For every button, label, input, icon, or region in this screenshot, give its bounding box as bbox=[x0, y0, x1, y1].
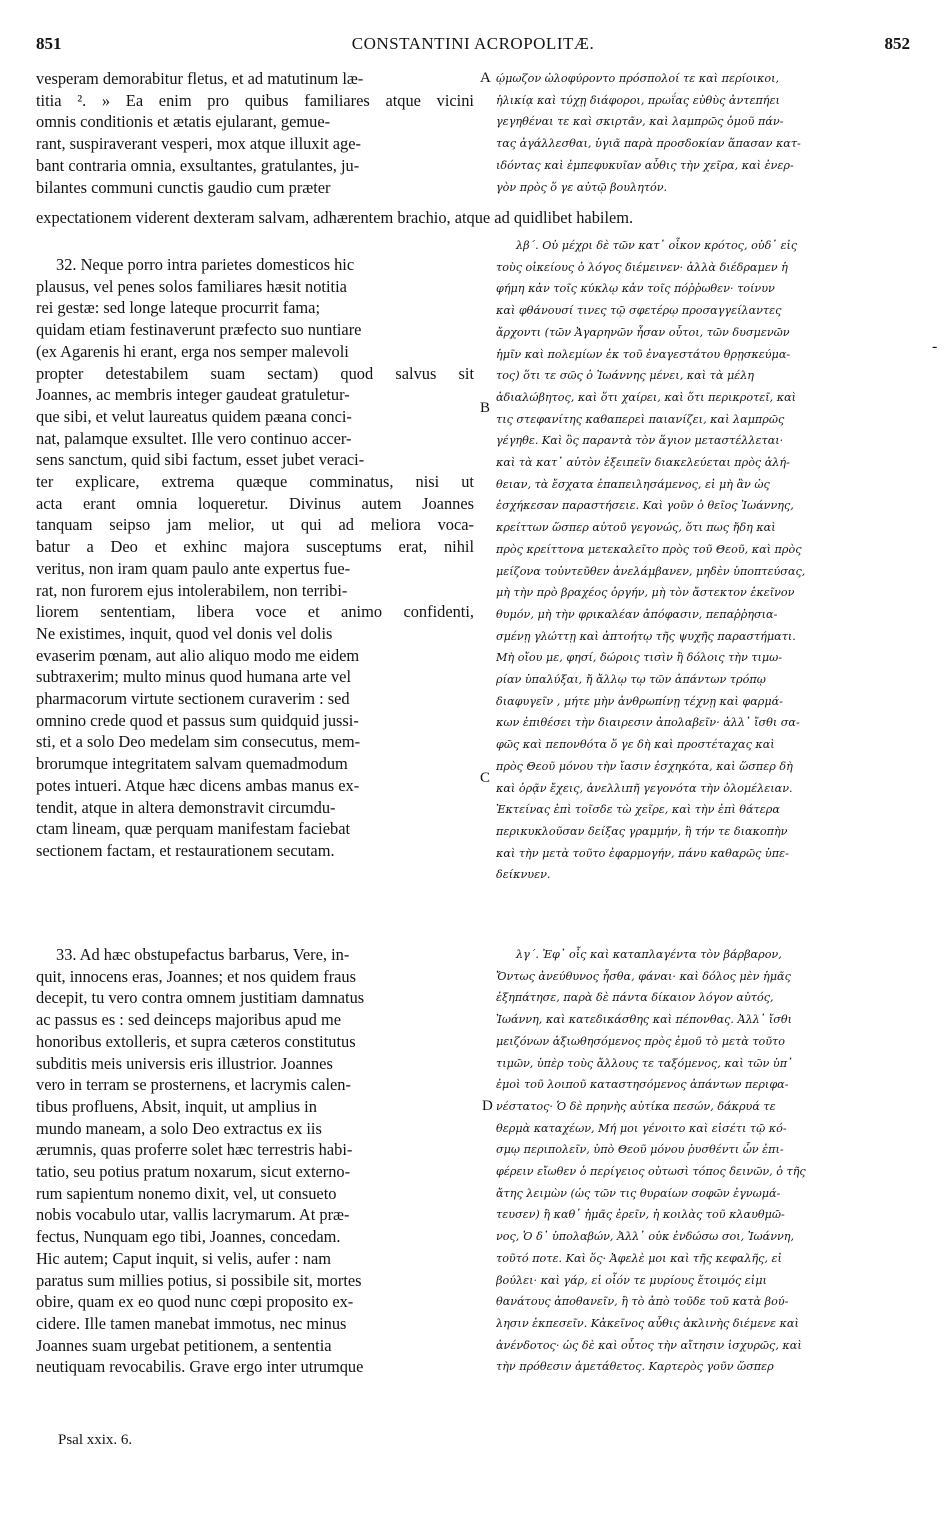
text-line: ἄρχοντι (τῶν Ἀγαρηνῶν ἦσαν οὗτοι, τῶν δυσμενῶν bbox=[496, 325, 790, 339]
text-line: τὴν πρόθεσιν ἀμετάθετος. Καρτερὸς γοῦν ὥσπερ bbox=[496, 1360, 774, 1374]
footnote: Psal xxix. 6. bbox=[58, 1432, 133, 1448]
text-line: κρείττων ὥσπερ αὐτοῦ γεγονώς, ὅτι πως ἤδη καὶ bbox=[496, 521, 776, 535]
text-line: tanquam seipso jam melior, ut qui ad meliora voca- bbox=[36, 515, 474, 535]
text-line: propter detestabilem suam sectam) quod salvus sit bbox=[36, 363, 474, 383]
running-header bbox=[36, 34, 910, 58]
text-line: βούλει· καὶ γάρ, εἰ οἷόν τε μυρίους ἕτοιμός εἰμι bbox=[496, 1273, 767, 1287]
text-line: subditis meis universis eris illustrior. Joannes bbox=[36, 1053, 333, 1073]
text-line: bilantes communi cunctis gaudio cum præter bbox=[36, 177, 331, 197]
text-line: ἄτης λειμὼν (ὡς τῶν τις θυραίων σοφῶν ἐγνωμά- bbox=[496, 1186, 781, 1200]
text-line: decepit, tu vero contra omnem justitiam damnatus bbox=[36, 988, 365, 1008]
text-line: tibus profluens, Absit, inquit, ut amplius in bbox=[36, 1096, 317, 1116]
text-line: paratus sum millies potius, si possibile sit, mortes bbox=[36, 1270, 362, 1290]
text-line: θερμὰ καταχέων, Μή μοι γένοιτο καὶ εἰσέτι τῷ κό- bbox=[496, 1121, 787, 1135]
text-line: Μὴ οἴου με, φησί, δώροις τισὶν ἢ δόλοις τὴν τιμω- bbox=[496, 651, 783, 665]
text-line: 32. Neque porro intra parietes domesticos hic bbox=[56, 255, 355, 274]
text-line: rat, non furorem ejus intolerabilem, non terribi- bbox=[36, 580, 348, 600]
text-line: acta erant omnia loqueretur. Divinus autem Joannes bbox=[36, 493, 474, 513]
margin-dash-mark: ‑ bbox=[932, 338, 938, 355]
full-width-line: expectationem viderent dexteram salvam, adhærentem brachio, atque ad quidlibet habilem. bbox=[36, 208, 634, 227]
text-line: τος) ὅτι τε σῶς ὁ Ἰωάννης μένει, καὶ τὰ μέλη bbox=[496, 369, 755, 383]
text-line: cidere. Ille tamen manebat immotus, nec minus bbox=[36, 1313, 347, 1333]
text-line: quidam etiam festinaverunt præfecto suo nuntiare bbox=[36, 320, 362, 340]
text-line: rant, suspiraverant vesperi, mox atque illuxit age- bbox=[36, 134, 361, 154]
text-line: que sibi, et velut laureatus quidem pæana conci- bbox=[36, 406, 352, 426]
text-line: subtraxerim; multo minus quod humana arte vel bbox=[36, 667, 351, 687]
text-line: titia ². » Ea enim pro quibus familiares atque vicini bbox=[36, 90, 474, 110]
text-line: vesperam demorabitur fletus, et ad matutinum læ- bbox=[36, 69, 364, 88]
text-line: nobis vocabulo utar, vallis lacrymarum. At præ- bbox=[36, 1205, 350, 1225]
text-line: ρίαν ὑπαλύξαι, ἤ ἄλλῳ τῳ τῶν ἁπάντων τρόπῳ bbox=[496, 673, 766, 687]
text-line: θυμόν, μὴ τὴν φρικαλέαν ἀπόφασιν, πεπαῤῥησια- bbox=[496, 607, 778, 621]
text-line: τευσεν) ἢ καθ᾽ ἡμᾶς ἐρεῖν, ἡ κοιλὰς τοῦ κλαυθμῶ- bbox=[496, 1208, 785, 1222]
text-line: omnis conditionis et ætatis ejularant, gemue- bbox=[36, 112, 331, 132]
margin-letter-a: A bbox=[480, 70, 491, 86]
text-line: γέγηθε. Καὶ ὃς παραντὰ τὸν ἅγιον μεταστέλλεται· bbox=[496, 434, 784, 448]
text-line: Ἐκτείνας ἐπὶ τοῖσδε τὼ χεῖρε, καὶ τὴν ἐπὶ θάτερα bbox=[496, 803, 780, 817]
text-line: omnino crede quod et passus sum quidquid jussi- bbox=[36, 710, 359, 730]
text-line: νέστατος· Ὁ δὲ πρηνὴς αὐτίκα πεσών, δάκρυά τε bbox=[496, 1099, 776, 1113]
text-line: ῴμωζον ὠλοφύροντο πρόσπολοί τε καὶ περίοικοι, bbox=[496, 72, 780, 85]
text-line: obire, quam ex eo quod nunc cœpi proposito ex- bbox=[36, 1292, 354, 1312]
text-line: φῶς καὶ πεπονθότα ὅ γε δὴ καὶ προστέταχας καὶ bbox=[496, 738, 775, 752]
greek-paragraph-32 bbox=[496, 235, 912, 886]
text-line: ἀνένδοτος· ὡς δὲ καὶ οὗτος τὴν αἴτησιν ἰσχυρῶς, καὶ bbox=[496, 1338, 802, 1352]
text-line: ἐξηπάτησε, παρὰ δὲ πάντα δίκαιον λόγον αὐτός, bbox=[496, 991, 774, 1005]
text-line: θανάτους ἀποθανεῖν, ἢ τὸ ἀπὸ τοῦδε τοῦ κατὰ βού- bbox=[496, 1295, 789, 1309]
text-line: rei gestæ: sed longe lateque procurrit fama; bbox=[36, 298, 321, 318]
text-line: λβ΄. Οὐ μέχρι δὲ τῶν κατ᾽ οἶκον κρότος, οὐδ᾽ εἰς bbox=[516, 239, 798, 252]
text-line: τας ἀγάλλεσθαι, ὑγιᾶ παρὰ προσδοκίαν ἅπασαν κατ- bbox=[496, 137, 801, 151]
text-line: (ex Agarenis hi erant, erga nos semper malevoli bbox=[36, 341, 349, 361]
text-line: δείκνυεν. bbox=[496, 868, 551, 882]
text-line: Ne existimes, inquit, quod vel donis vel dolis bbox=[36, 623, 333, 643]
text-line: Joannes, ac membris integer gaudeat gratuletur- bbox=[36, 385, 350, 405]
text-line: plausus, vel penes solos familiares hæsit notitia bbox=[36, 276, 347, 296]
text-line: τιμῶν, ὑπὲρ τοὺς ἄλλους τε ταξόμενος, καὶ τῶν ὑπ᾽ bbox=[496, 1056, 793, 1070]
text-line: μειζόνων ἀξιωθησόμενος πρὸς ἐμοῦ τὸ μετὰ τοῦτο bbox=[496, 1034, 785, 1048]
text-line: ἀδιαλώβητος, καὶ ὅτι χαίρει, καὶ ὅτι περικροτεῖ, καὶ bbox=[496, 390, 797, 404]
text-line: Hic autem; Caput inquit, si velis, aufer : nam bbox=[36, 1248, 331, 1268]
page-number-left: 851 bbox=[36, 34, 62, 53]
text-line: ἡμῖν καὶ πολεμίων ἐκ τοῦ ἐναγεστάτου θρῃσκεύμα- bbox=[496, 347, 791, 361]
text-line: γεγηθέναι τε καὶ σκιρτᾶν, καὶ λαμπρῶς ὁμοῦ πάν- bbox=[496, 115, 784, 129]
text-line: ac passus es : sed deinceps majoribus apud me bbox=[36, 1010, 341, 1030]
text-line: λγ΄. Ἐφ᾽ οἷς καὶ καταπλαγέντα τὸν βάρβαρον, bbox=[516, 948, 782, 961]
greek-column-top bbox=[496, 68, 912, 198]
text-line: θειαν, τὰ ἔσχατα ἐπαπειλησάμενος, εἰ μὴ ἂν ὡς bbox=[496, 477, 770, 491]
text-line: φέρειν εἴωθεν ὁ περίγειος οὑτωσὶ τόπος δεινῶν, ὁ τῆς bbox=[496, 1165, 806, 1179]
text-line: καὶ τὰ κατ᾽ αὐτὸν ἐξειπεῖν διακελεύεται πρὸς ἀλή- bbox=[496, 456, 790, 470]
text-line: κων ἐπιθέσει τὴν διαιρεσιν ἀπολαβεῖν· ἀλλ᾽ ἴσθι σα- bbox=[496, 716, 800, 730]
text-line: μὴ τὴν πρὸ βραχέος ὀργήν, μὴ τὸν ἄστεκτον ἐκεῖνον bbox=[496, 586, 795, 600]
text-line: ærumnis, quas proferre solet hæc terrestris habi- bbox=[36, 1140, 353, 1160]
margin-letter-d: D bbox=[482, 1098, 493, 1114]
text-line: bant contraria omnia, exsultantes, gratulantes, ju- bbox=[36, 155, 360, 175]
text-line: πρὸς Θεοῦ μόνου τὴν ἴασιν ἐσχηκότα, καὶ ὥσπερ δὴ bbox=[496, 759, 793, 773]
text-line: φήμη κἀν τοῖς κύκλῳ κἀν τοῖς πόῤῥωθεν· τοίνυν bbox=[496, 282, 775, 296]
text-line: καὶ ὁρᾷν ἔχεις, ἀνελλιπῆ γεγονότα τὴν ὁλομέλειαν. bbox=[496, 781, 793, 795]
text-line: brorumque integritatem salvam quemadmodum bbox=[36, 754, 348, 774]
text-line: ctam lineam, quæ perquam manifestam faciebat bbox=[36, 819, 351, 839]
text-line: pharmacorum virtute sectionem curaverim : sed bbox=[36, 689, 350, 709]
text-line: τις στεφανίτης καθαπερεὶ παιανίζει, καὶ λαμπρῶς bbox=[496, 412, 785, 426]
text-line: τοῦτό ποτε. Καὶ ὅς· Ἀφελὲ μοι καὶ τῆς κεφαλῆς, εἰ bbox=[496, 1251, 782, 1265]
text-line: sti, et a solo Deo medelam sim consecutus, mem- bbox=[36, 732, 361, 752]
text-line: ιδόντας καὶ ἐμπεφυκυῖαν αὖθις τὴν χεῖρα, καὶ ἐνερ- bbox=[496, 158, 794, 172]
text-line: tatio, seu potius pratum noxarum, sicut externo- bbox=[36, 1162, 351, 1182]
text-line: mundo maneam, a solo Deo extractus ex iis bbox=[36, 1118, 322, 1138]
text-line: καὶ τὴν μετὰ τοῦτο ἐφαρμογήν, πάνυ καθαρῶς ὑπε- bbox=[496, 846, 789, 860]
text-line: evaserim pœnam, aut alio aliquo modo me eidem bbox=[36, 645, 360, 665]
text-line: τοὺς οἰκείους ὁ λόγος διέμεινεν· ἀλλὰ διέδραμεν ἡ bbox=[496, 260, 788, 274]
margin-letter-c: C bbox=[480, 770, 491, 786]
text-line: neutiquam revocabilis. Grave ergo inter utrumque bbox=[36, 1357, 364, 1377]
text-line: Ἰωάννη, καὶ κατεδικάσθης καὶ πέπονθας. Ἀλλ᾽ ἴσθι bbox=[496, 1013, 793, 1027]
latin-column-top bbox=[36, 68, 474, 198]
text-line: γὸν πρὸς ὅ γε αὐτῷ βουλητόν. bbox=[496, 180, 668, 194]
latin-paragraph-32 bbox=[36, 254, 474, 862]
text-line: διαφυγεῖν , μήτε μὴν ἀνθρωπίνῃ τέχνῃ καὶ φαρμά- bbox=[496, 694, 783, 708]
text-line: λησιν ἐκπεσεῖν. Κἀκεῖνος αὖθις ἀκλινὴς διέμενε καὶ bbox=[496, 1316, 799, 1330]
text-line: νος, Ὁ δ᾽ ὑπολαβών, Ἀλλ᾽ οὐκ ἐνδώσω σοι, Ἰωάννη, bbox=[496, 1230, 795, 1244]
text-line: rum sapientum nonemo dixit, vel, ut consueto bbox=[36, 1183, 337, 1203]
text-line: ἡλικίᾳ καὶ τύχῃ διάφοροι, πρωΐας εὐθὺς ἀντεπήει bbox=[496, 93, 780, 107]
text-line: quit, innocens eras, Joannes; et nos quidem fraus bbox=[36, 966, 357, 986]
text-line: honoribus extolleris, et supra cæteros constitutus bbox=[36, 1031, 356, 1051]
text-line: ter explicare, extrema quæque comminatus, nisi ut bbox=[36, 472, 474, 492]
text-line: fectus, Nunquam ego tibi, Joannes, concedam. bbox=[36, 1227, 341, 1247]
greek-paragraph-33 bbox=[496, 944, 912, 1378]
text-line: ἐσχήκεσαν παραστήσειε. Καὶ γοῦν ὁ θεῖος Ἰωάννης, bbox=[496, 499, 794, 513]
text-line: sectionem factam, et restaurationem secutam. bbox=[36, 840, 335, 860]
text-line: καὶ φθάνουσί τινες τῷ σφετέρῳ προσαγγείλαντες bbox=[496, 304, 782, 318]
text-line: vero in terram se prosternens, et lacrymis calen- bbox=[36, 1075, 351, 1095]
text-line: tendit, atque in altera demonstravit circumdu- bbox=[36, 797, 336, 817]
text-line: sens sanctum, quid sibi factum, esset jubet veraci- bbox=[36, 450, 365, 470]
text-line: liorem sententiam, libera voce et animo confidenti, bbox=[36, 602, 474, 622]
text-line: περικυκλοῦσαν δείξας γραμμήν, ἣ τήν τε διακοπὴν bbox=[496, 824, 788, 838]
text-line: ἐμοὶ τοῦ λοιποῦ καταστησόμενος ἁπάντων περιφα- bbox=[496, 1078, 789, 1092]
text-line: nat, palamque exsultet. Ille vero continuo accer- bbox=[36, 428, 352, 448]
text-line: πρὸς κρείττονα μετεκαλεῖτο πρὸς τοῦ Θεοῦ, καὶ πρὸς bbox=[496, 542, 802, 556]
text-line: batur a Deo et exhinc majora susceptums erat, nihil bbox=[36, 537, 474, 557]
latin-paragraph-33 bbox=[36, 944, 474, 1378]
text-line: potes intueri. Atque hæc dicens ambas manus ex- bbox=[36, 775, 360, 795]
text-line: σμένῃ γλώττῃ καὶ ἀπτοήτῳ τῆς ψυχῆς παραστήματι. bbox=[496, 629, 796, 643]
text-line: Ὄντως ἀνεύθυνος ἦσθα, φάναι· καὶ δόλος μὲν ἡμᾶς bbox=[496, 969, 791, 983]
text-line: 33. Ad hæc obstupefactus barbarus, Vere, in- bbox=[56, 945, 350, 964]
margin-letter-b: B bbox=[480, 400, 491, 416]
text-line: Joannes suam urgebat petitionem, a sententia bbox=[36, 1335, 332, 1355]
text-line: σμῳ περιπολεῖν, ὑπὸ Θεοῦ μόνου ῥυσθέντι ὧν ἐπι- bbox=[496, 1143, 784, 1157]
text-line: veritus, non iram quam paulo ante expertus fue- bbox=[36, 558, 351, 578]
page-number-right: 852 bbox=[884, 34, 910, 53]
running-title: CONSTANTINI ACROPOLITÆ. bbox=[351, 34, 595, 53]
text-line: μείζονα τοὐντεῦθεν ἀνελάμβανεν, μηδὲν ὑποπτεύσας, bbox=[496, 564, 806, 578]
